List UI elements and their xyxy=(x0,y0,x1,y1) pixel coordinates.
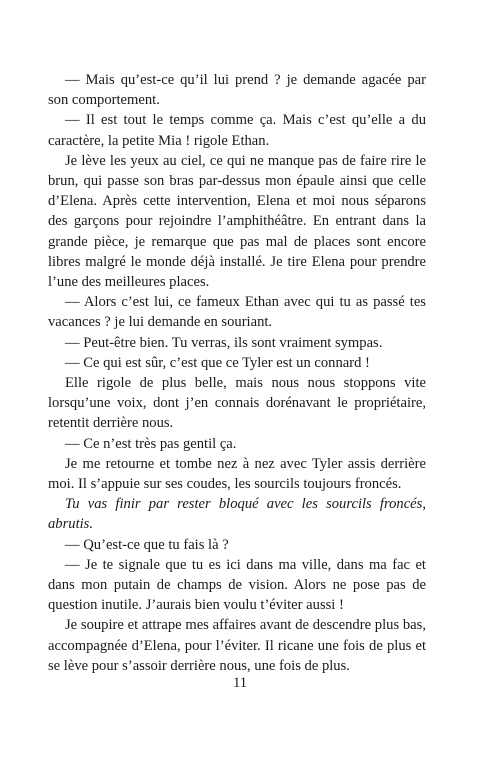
inner-thought-paragraph: Tu vas finir par rester bloqué avec les sourcils froncés, abrutis. xyxy=(48,496,426,533)
narrative-paragraph: Je me retourne et tombe nez à nez avec Tyler assis derrière moi. Il s’appuie sur ses coudes, les sourcils toujours froncés. xyxy=(48,455,426,493)
dialogue-paragraph: — Qu’est-ce que tu fais là ? xyxy=(65,536,229,553)
dialogue-paragraph: — Je te signale que tu es ici dans ma ville, dans ma fac et dans mon putain de champs de vision. Alors ne pose pas de question inutile. J’aurais bien voulu t’éviter aussi ! xyxy=(48,556,426,614)
narrative-paragraph: Je lève les yeux au ciel, ce qui ne manque pas de faire rire le brun, qui passe son bras par-dessus mon épaule ainsi que celle d’Elena. Après cette intervention, Elena et moi nous séparons des garçons pour rejoindre l’amphithéâtre. En entrant dans la grande pièce, je remarque que pas mal de places sont encore libres malgré le monde déjà installé. Je tire Elena pour prendre l’une des meilleures places. xyxy=(48,152,426,291)
dialogue-paragraph: — Peut-être bien. Tu verras, ils sont vraiment sympas. xyxy=(65,334,383,351)
book-page-text xyxy=(48,70,426,676)
dialogue-paragraph: — Mais qu’est-ce qu’il lui prend ? je demande agacée par son comportement. xyxy=(48,72,426,109)
page-number: 11 xyxy=(232,675,248,691)
dialogue-paragraph: — Ce qui est sûr, c’est que ce Tyler est un connard ! xyxy=(65,354,370,371)
dialogue-paragraph: — Alors c’est lui, ce fameux Ethan avec qui tu as passé tes vacances ? je lui demande en souriant. xyxy=(48,294,426,331)
dialogue-paragraph: — Ce n’est très pas gentil ça. xyxy=(65,435,237,452)
narrative-paragraph: Elle rigole de plus belle, mais nous nous stoppons vite lorsqu’une voix, dont j’en connais dorénavant le propriétaire, retentit derrière nous. xyxy=(48,375,426,432)
dialogue-paragraph: — Il est tout le temps comme ça. Mais c’est qu’elle a du caractère, la petite Mia ! rigole Ethan. xyxy=(48,112,426,149)
narrative-paragraph: Je soupire et attrape mes affaires avant de descendre plus bas, accompagnée d’Elena, pour l’éviter. Il ricane une fois de plus et se lève pour s’assoir derrière nous, une fois de plus. xyxy=(48,617,426,674)
